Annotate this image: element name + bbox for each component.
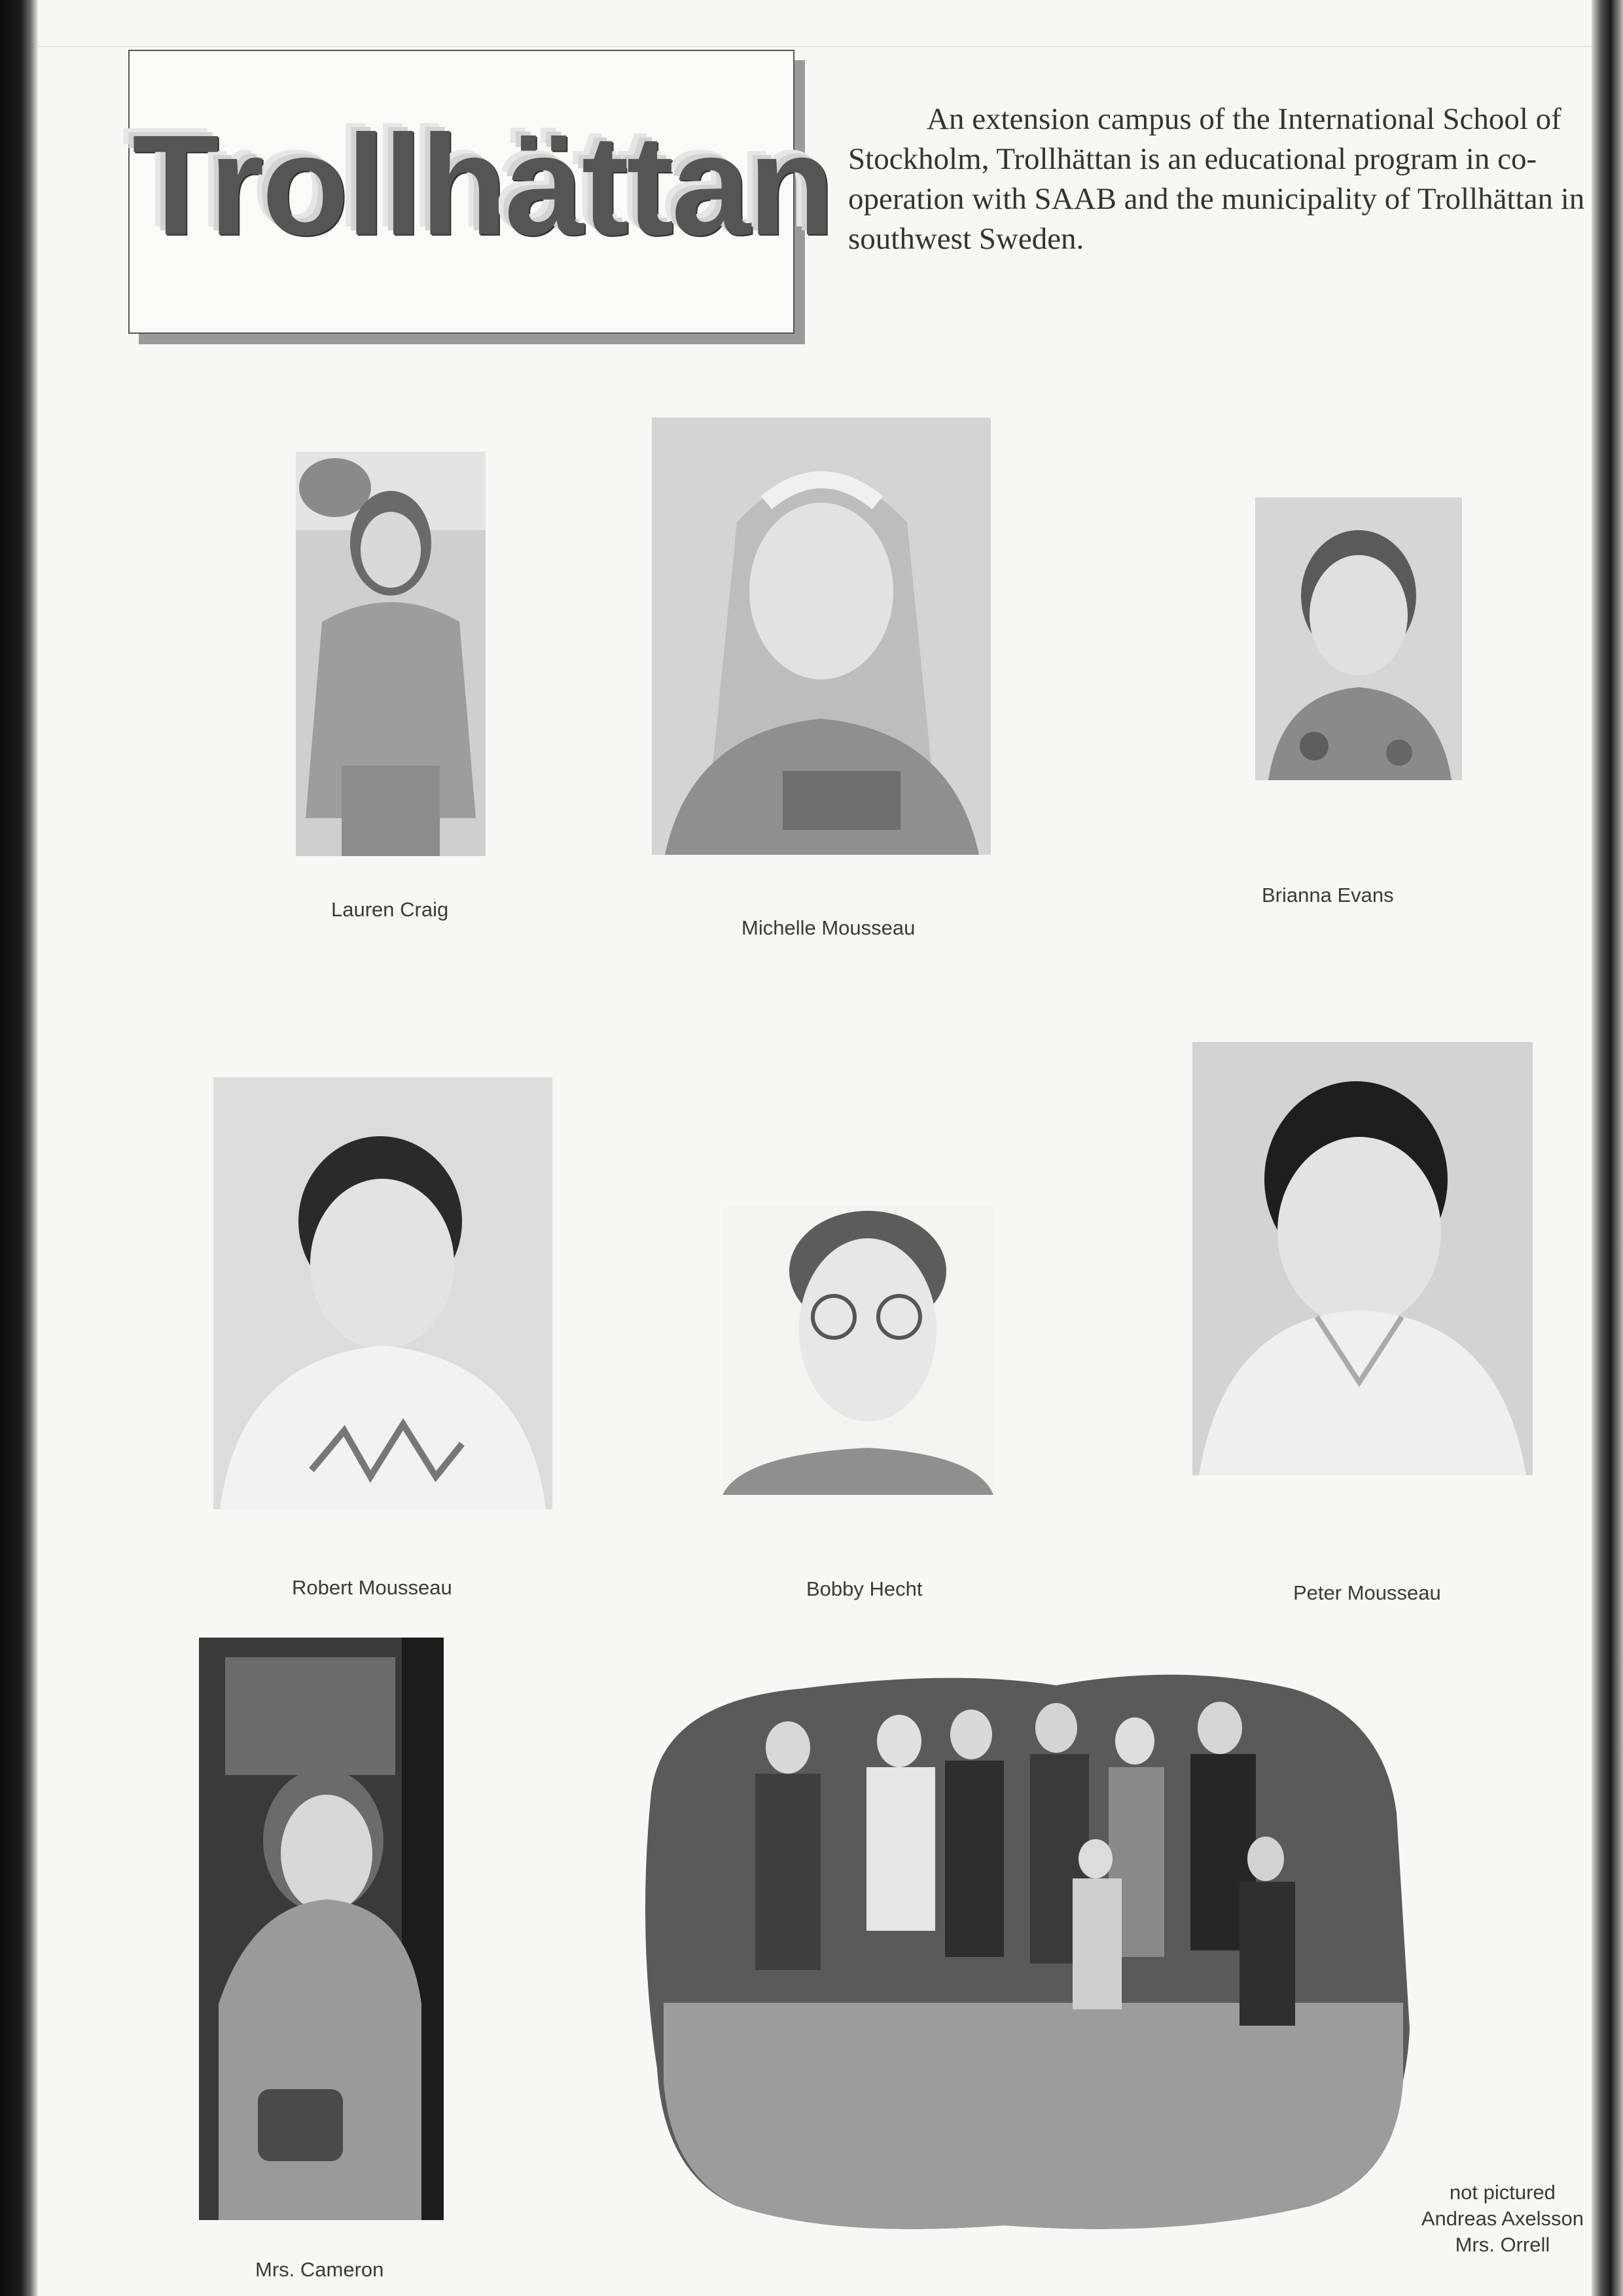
portrait-caption: Peter Mousseau — [1293, 1581, 1441, 1604]
book-binding-left — [0, 0, 38, 2296]
portrait-photo-lauren-craig — [296, 452, 486, 856]
portrait-photo-peter-mousseau — [1192, 1042, 1533, 1475]
page-title: Trollhättan — [132, 106, 833, 265]
portrait-caption: Mrs. Cameron — [255, 2258, 384, 2281]
group-photo — [637, 1662, 1416, 2238]
portrait-photo-michelle-mousseau — [652, 418, 991, 855]
portrait-photo-mrs-cameron — [199, 1638, 444, 2220]
portrait-caption: Michelle Mousseau — [741, 916, 916, 939]
not-pictured-name: Andreas Axelsson — [1421, 2207, 1584, 2230]
portrait-photo-brianna-evans — [1255, 497, 1462, 780]
not-pictured-name: Mrs. Orrell — [1455, 2233, 1550, 2256]
page-top-line — [38, 46, 1592, 47]
portrait-caption: Brianna Evans — [1262, 884, 1394, 906]
book-binding-right — [1592, 0, 1623, 2296]
not-pictured-heading: not pictured — [1449, 2181, 1556, 2204]
intro-paragraph: An extension campus of the International School of Stockholm, Trollhättan is an educational program in co-operation with SAAB and the municipality of Trollhättan in southwest Sweden. — [848, 102, 1585, 256]
not-pictured-list — [1421, 2179, 1584, 2258]
portrait-caption: Lauren Craig — [331, 898, 449, 921]
portrait-caption: Robert Mousseau — [292, 1576, 452, 1599]
portrait-photo-robert-mousseau — [213, 1077, 552, 1509]
portrait-photo-bobby-hecht — [722, 1206, 993, 1495]
portrait-caption: Bobby Hecht — [806, 1577, 923, 1600]
